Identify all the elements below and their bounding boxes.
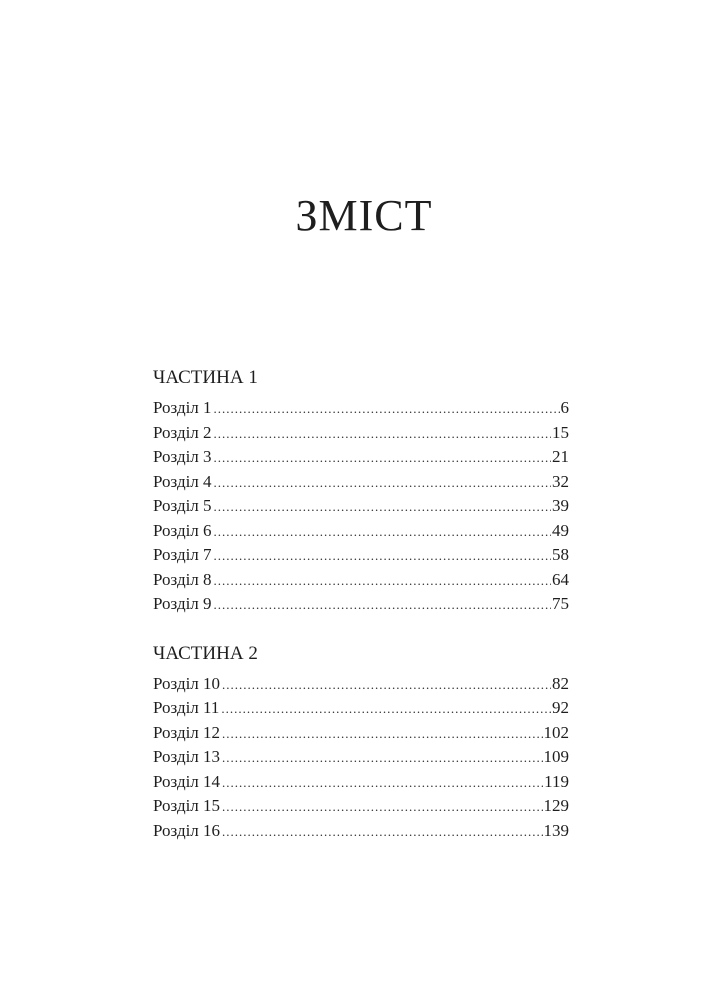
page-number: 6 (560, 398, 569, 417)
dot-leader (214, 569, 551, 594)
page-number: 109 (543, 747, 569, 766)
toc-entry[interactable] (153, 672, 569, 697)
page-number: 49 (552, 520, 569, 540)
dot-leader (214, 471, 551, 496)
page-number: 32 (552, 471, 569, 491)
page-number: 58 (552, 545, 569, 564)
chapter-label: Розділ 16 (153, 820, 221, 840)
page-number: 75 (552, 594, 569, 613)
toc-entry[interactable] (153, 592, 569, 617)
page-number: 119 (544, 771, 569, 791)
dot-leader (214, 593, 551, 618)
page-number: 64 (552, 569, 569, 589)
chapter-label: Розділ 11 (153, 698, 220, 717)
page-number: 15 (552, 422, 569, 442)
chapter-label: Розділ 10 (153, 673, 221, 693)
toc-entry[interactable] (153, 568, 569, 593)
chapter-label: Розділ 1 (153, 398, 212, 417)
dot-leader (214, 520, 551, 545)
page-number: 102 (543, 722, 569, 742)
toc-entry[interactable] (153, 445, 569, 470)
page-number: 129 (543, 796, 569, 815)
dot-leader (214, 446, 551, 471)
dot-leader (222, 746, 542, 771)
toc-entry[interactable] (153, 770, 569, 795)
toc-entry[interactable] (153, 470, 569, 495)
chapter-label: Розділ 2 (153, 422, 212, 442)
dot-leader (222, 795, 542, 820)
chapter-label: Розділ 4 (153, 471, 212, 491)
dot-leader (222, 771, 543, 796)
dot-leader (214, 495, 551, 520)
part-heading: ЧАСТИНА 1 (153, 367, 258, 388)
chapter-label: Розділ 9 (153, 594, 212, 613)
page-number: 139 (543, 820, 569, 840)
toc-entry[interactable] (153, 519, 569, 544)
toc-entry[interactable] (153, 794, 569, 819)
page-number: 39 (552, 496, 569, 515)
chapter-label: Розділ 8 (153, 569, 212, 589)
chapter-label: Розділ 5 (153, 496, 212, 515)
toc-part-1 (153, 362, 569, 617)
toc-entry[interactable] (153, 721, 569, 746)
toc-entry[interactable] (153, 494, 569, 519)
chapter-label: Розділ 13 (153, 747, 221, 766)
page-title: ЗМІСТ (295, 191, 433, 240)
page-number: 92 (552, 698, 569, 717)
dot-leader (222, 722, 542, 747)
chapter-label: Розділ 15 (153, 796, 221, 815)
part-heading: ЧАСТИНА 2 (153, 642, 258, 664)
dot-leader (214, 544, 551, 569)
toc-part-2 (153, 638, 569, 844)
toc-entry[interactable] (153, 745, 569, 770)
dot-leader (222, 673, 551, 698)
toc-entry[interactable] (153, 396, 569, 421)
page-number: 82 (552, 673, 569, 693)
chapter-label: Розділ 7 (153, 545, 212, 564)
toc-entry[interactable] (153, 819, 569, 844)
chapter-label: Розділ 14 (153, 771, 221, 791)
toc-entry[interactable] (153, 696, 569, 721)
page-number: 21 (552, 447, 569, 466)
table-of-contents (153, 362, 569, 864)
chapter-label: Розділ 12 (153, 722, 221, 742)
dot-leader (221, 697, 551, 722)
toc-entry[interactable] (153, 421, 569, 446)
toc-entry[interactable] (153, 543, 569, 568)
chapter-label: Розділ 3 (153, 447, 212, 466)
dot-leader (214, 422, 551, 447)
chapter-label: Розділ 6 (153, 520, 212, 540)
dot-leader (222, 820, 542, 845)
dot-leader (214, 397, 560, 422)
